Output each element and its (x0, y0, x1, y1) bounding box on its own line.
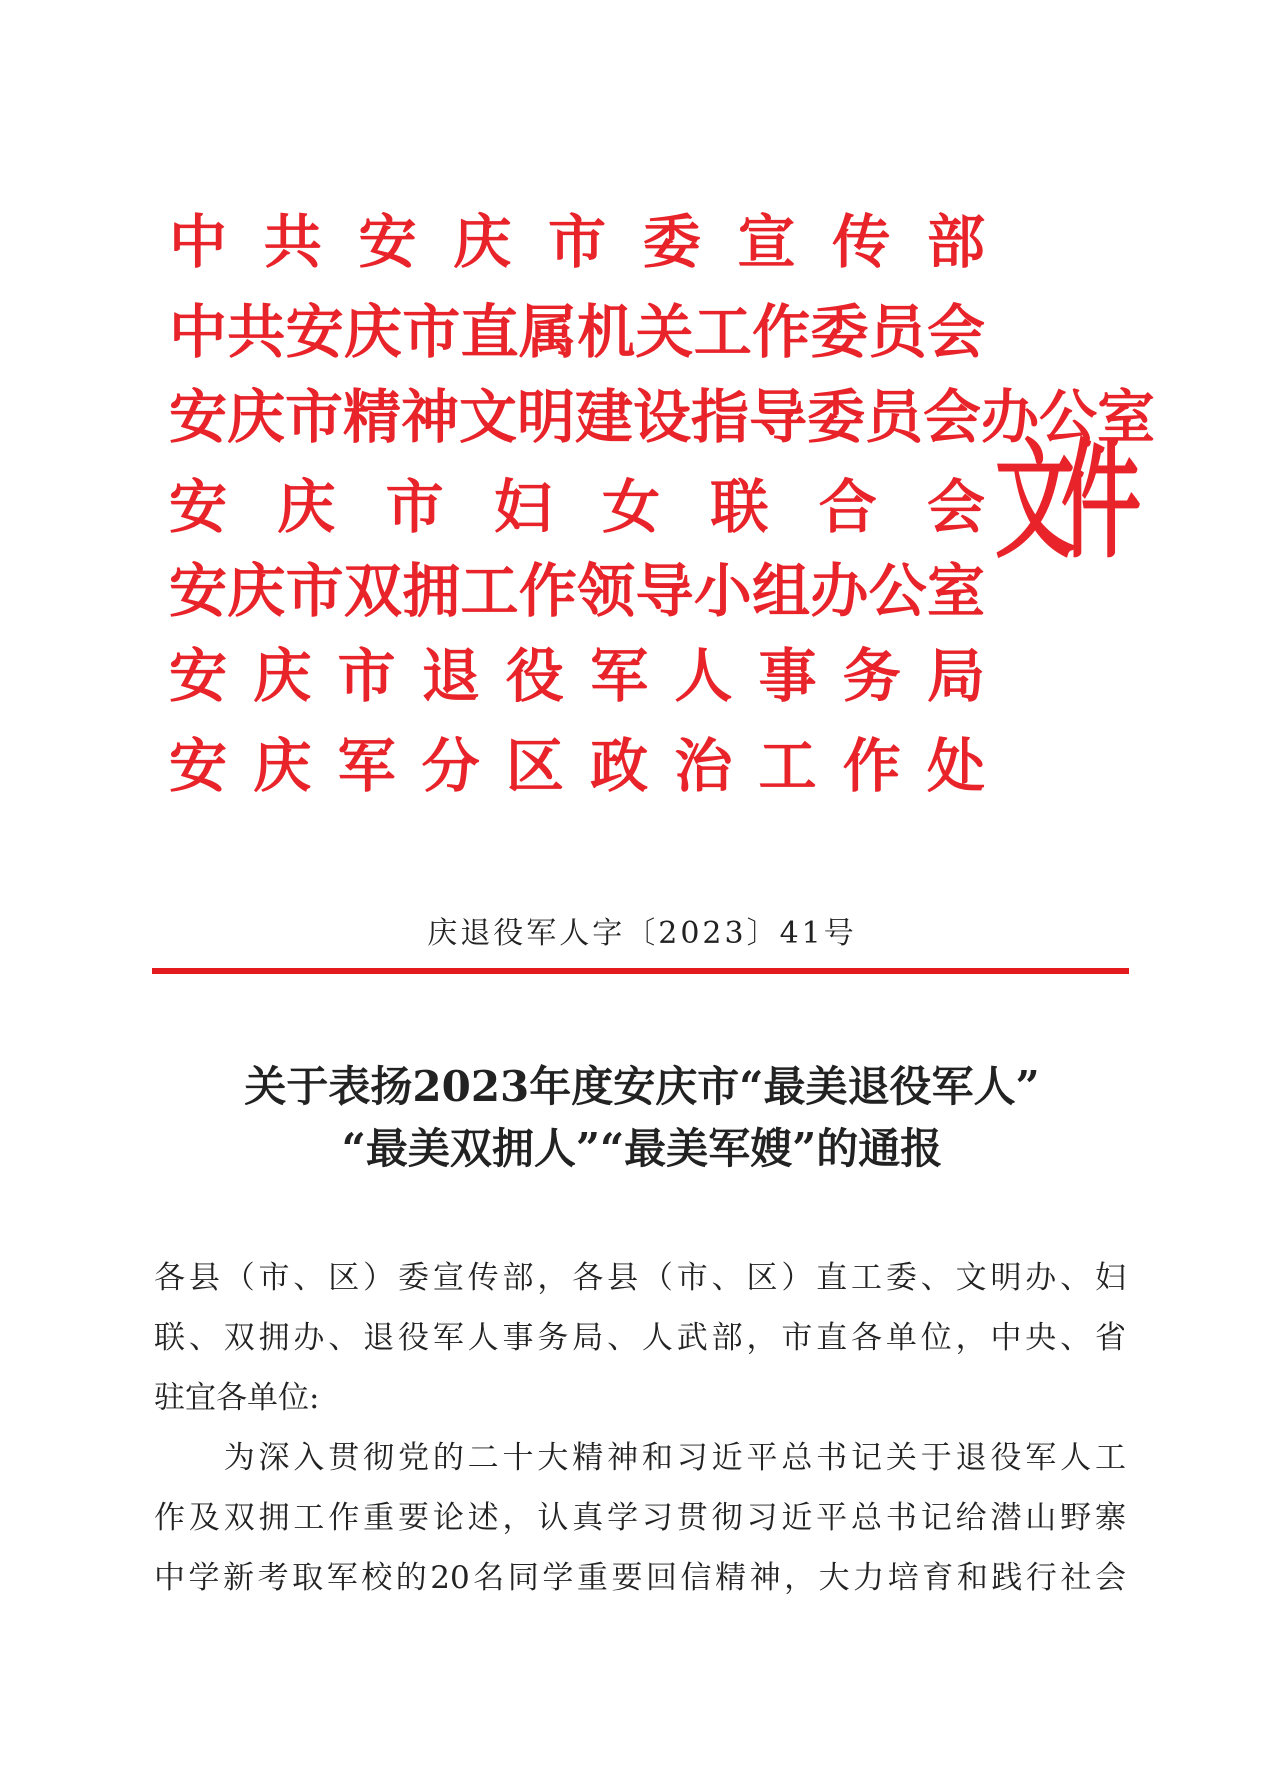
issuer-line: 安庆市退役军人事务局 (169, 642, 985, 710)
issuer-line: 中共安庆市委宣传部 (169, 208, 985, 276)
body-line: 中学新考取军校的20名同学重要回信精神，大力培育和践行社会 (154, 1560, 1126, 1596)
body-line: 作及双拥工作重要论述，认真学习贯彻习近平总书记给潜山野寨 (154, 1500, 1126, 1536)
issuer-line: 中共安庆市直属机关工作委员会 (169, 298, 985, 366)
document-title-line1: 关于表扬2023年度安庆市“最美退役军人” (244, 1062, 1040, 1111)
document-title-line2: “最美双拥人”“最美军嫂”的通报 (341, 1124, 943, 1173)
body-line: 驻宜各单位: (154, 1380, 320, 1416)
issuer-line: 安庆市精神文明建设指导委员会办公室 (169, 383, 1156, 451)
document-number: 庆退役军人字〔2023〕41号 (427, 916, 857, 951)
body-line: 联、双拥办、退役军人事务局、人武部，市直各单位，中央、省 (154, 1320, 1126, 1356)
body-line: 各县（市、区）委宣传部，各县（市、区）直工委、文明办、妇 (154, 1260, 1126, 1296)
body-line: 为深入贯彻党的二十大精神和习近平总书记关于退役军人工 (154, 1440, 1126, 1476)
issuer-line: 安庆市妇女联合会 (169, 473, 985, 541)
document-body (154, 1248, 1126, 1608)
issuer-line: 安庆军分区政治工作处 (169, 732, 985, 800)
red-divider (152, 968, 1129, 974)
issuer-line: 安庆市双拥工作领导小组办公室 (169, 557, 985, 625)
document-label: 文件 (995, 424, 1127, 576)
